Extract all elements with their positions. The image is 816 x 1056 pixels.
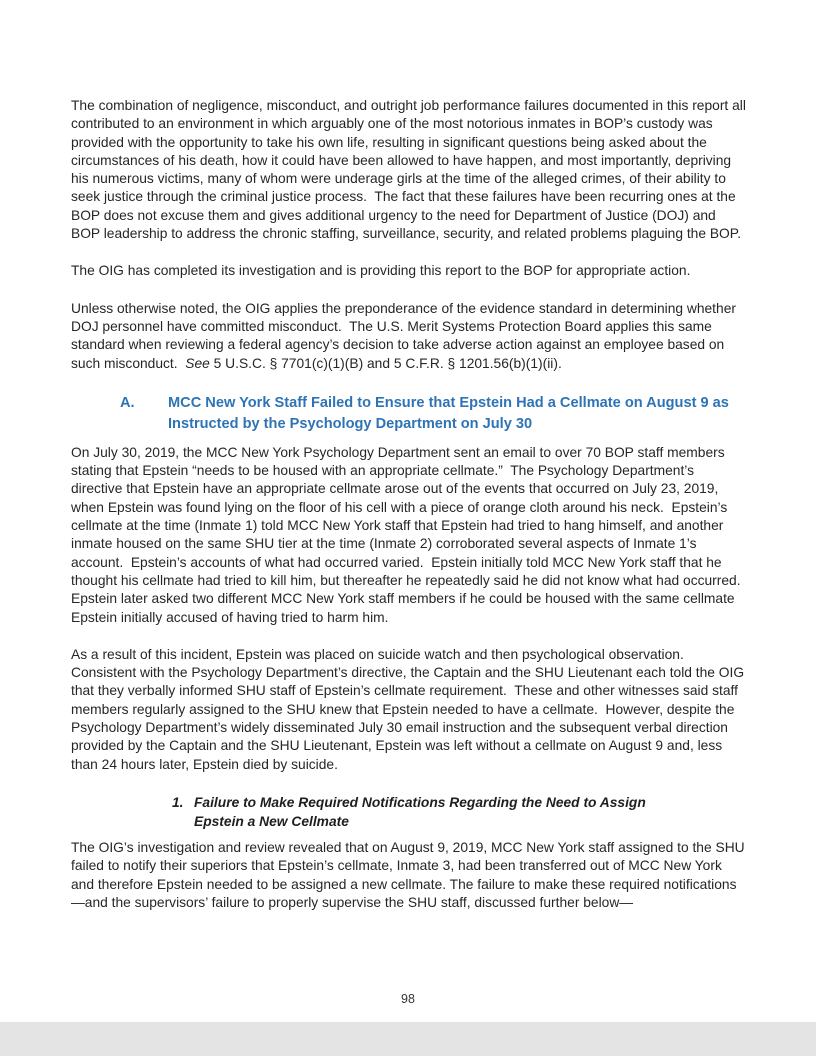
subsection-heading-label: 1.	[172, 794, 184, 810]
paragraph: As a result of this incident, Epstein was placed on suicide watch and then psychological observation. Consistent with the Psychology Department’s directive, the Captain and the SHU Lieutenant each told the OIG that they verbally informed SHU staff of Epstein’s cellmate requirement. These and other witnesses said staff members regularly assigned to the SHU knew that Epstein needed to have a cellmate. However, despite the Psychology Department’s widely disseminated July 30 email instruction and the subsequent verbal direction provided by the Captain and the SHU Lieutenant, Epstein was left without a cellmate on August 9 and, less than 24 hours later, Epstein died by suicide.	[71, 646, 748, 772]
paragraph: The combination of negligence, misconduct, and outright job performance failures documented in this report all contributed to an environment in which arguably one of the most notorious inmates in BOP’s custody was provided with the opportunity to take his own life, resulting in significant questions being asked about the circumstances of his death, how it could have been allowed to have happen, and most importantly, depriving his numerous victims, many of whom were underage girls at the time of the alleged crimes, of their ability to seek justice through the criminal justice process. The fact that these failures have been recurring ones at the BOP does not excuse them and gives additional urgency to the need for Department of Justice (DOJ) and BOP leadership to address the chronic staffing, surveillance, security, and related problems plaguing the BOP.	[71, 98, 750, 242]
page-number: 98	[401, 992, 415, 1006]
footer-bar	[0, 1022, 816, 1056]
section-heading-text: MCC New York Staff Failed to Ensure that Epstein Had a Cellmate on August 9 as Instructed by the Psychology Department on July 30	[168, 394, 729, 432]
citation-text: 5 U.S.C. § 7701(c)(1)(B) and 5 C.F.R. § 1201.56(b)(1)(ii).	[209, 355, 562, 371]
page-content	[71, 97, 750, 931]
paragraph	[71, 300, 747, 373]
subsection-heading-text: Failure to Make Required Notifications Regarding the Need to Assign Epstein a New Cellmate	[194, 794, 646, 829]
paragraph-text: Unless otherwise noted, the OIG applies the preponderance of the evidence standard in determining whether DOJ personnel have committed misconduct. The U.S. Merit Systems Protection Board applies this same standard when reviewing a federal agency’s decision to take adverse action against an employee based on such misconduct.	[71, 300, 740, 371]
section-heading-a	[120, 393, 747, 435]
section-heading-label: A.	[120, 394, 135, 411]
paragraph: The OIG’s investigation and review revealed that on August 9, 2019, MCC New York staff assigned to the SHU failed to notify their superiors that Epstein’s cellmate, Inmate 3, had been transferred out of MCC New York and therefore Epstein needed to be assigned a new cellmate. The failure to make these required notifications—and the supervisors’ failure to properly supervise the SHU staff, discussed further below—	[71, 839, 749, 910]
paragraph: On July 30, 2019, the MCC New York Psychology Department sent an email to over 70 BOP staff members stating that Epstein “needs to be housed with an appropriate cellmate.” The Psychology Department’s directive that Epstein have an appropriate cellmate arose out of the events that occurred on July 23, 2019, when Epstein was found lying on the floor of his cell with a piece of orange cloth around his neck. Epstein’s cellmate at the time (Inmate 1) told MCC New York staff that Epstein had tried to hang himself, and another inmate housed on the same SHU tier at the time (Inmate 2) corroborated several aspects of Inmate 1’s account. Epstein’s accounts of what had occurred varied. Epstein initially told MCC New York staff that he thought his cellmate had tried to kill him, but thereafter he repeatedly said he did not know what had occurred. Epstein later asked two different MCC New York staff members if he could be housed with the same cellmate Epstein initially accused of having tried to harm him.	[71, 444, 749, 625]
subsection-heading-1	[172, 793, 747, 831]
see-citation-signal: See	[185, 355, 210, 371]
paragraph: The OIG has completed its investigation and is providing this report to the BOP for appropriate action.	[71, 263, 691, 279]
